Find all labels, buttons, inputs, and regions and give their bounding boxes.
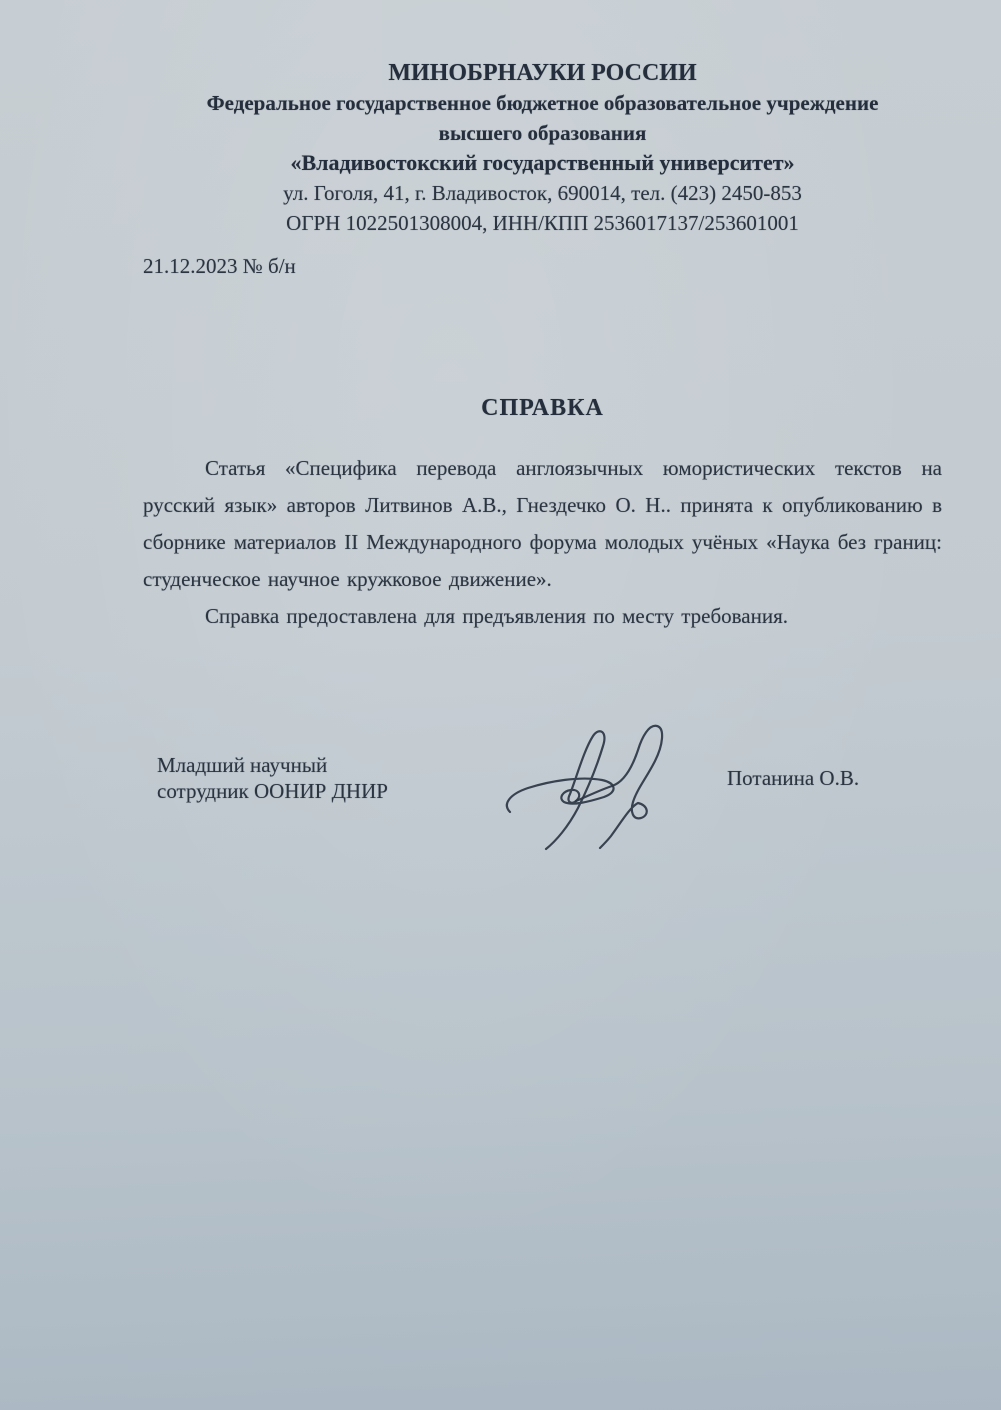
document-title: СПРАВКА (481, 395, 604, 421)
body-paragraph-purpose: Справка предоставлена для предъявления по месту требования. (205, 604, 789, 628)
signer-position (157, 752, 388, 804)
ministry-name: МИНОБРНАУКИ РОССИИ (388, 60, 697, 86)
document-body (143, 450, 942, 635)
letterhead (143, 58, 942, 238)
university-name: «Владивостокский государственный университет» (290, 150, 795, 175)
registration-line: ОГРН 1022501308004, ИНН/КПП 2536017137/253601001 (286, 211, 799, 235)
signature-block (143, 695, 942, 875)
handwritten-signature-icon (480, 700, 720, 860)
address-line: ул. Гоголя, 41, г. Владивосток, 690014, тел. (423) 2450-853 (283, 181, 802, 205)
signer-position-line1: Младший научный (157, 753, 328, 777)
body-paragraph-main: Статья «Специфика перевода англоязычных юмористических текстов на русский язык» авторов Литвинов А.В., Гнездечко О. Н.. принята к опубликованию в сборнике материалов II Международного форума молодых учёных «Наука без границ: студенческое научное кружковое движение». (143, 456, 942, 591)
signer-position-line2: сотрудник ООНИР ДНИР (157, 779, 388, 803)
date-number-line: 21.12.2023 № б/н (143, 254, 296, 278)
org-type-line2: высшего образования (438, 121, 647, 145)
org-type-line: Федеральное государственное бюджетное образовательное учреждение (206, 91, 879, 115)
signer-name: Потанина О.В. (727, 766, 860, 790)
